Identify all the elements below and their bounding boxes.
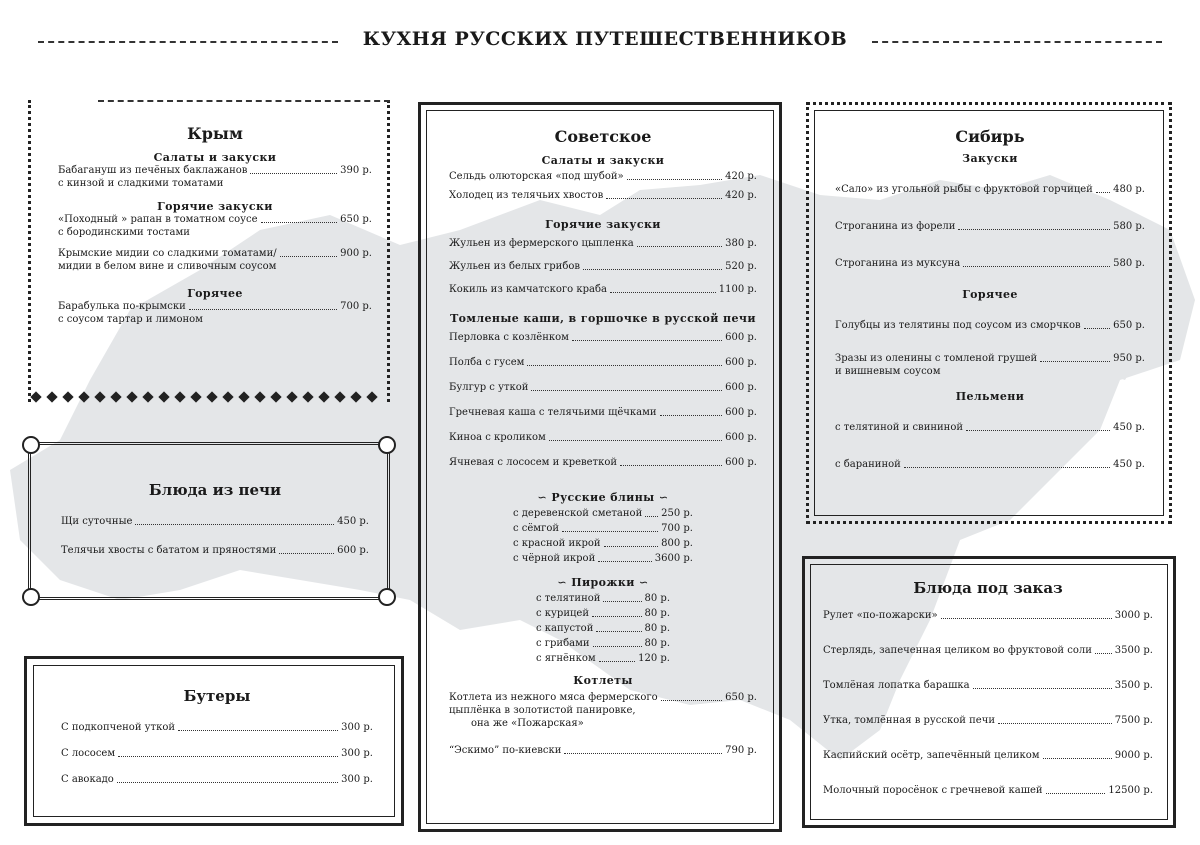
menu-item: Бабагануш из печёных баклажанов 390 р.: [58, 165, 372, 176]
menu-item: Стерлядь, запеченная целиком во фруктовой соли 3500 р.: [823, 645, 1153, 656]
menu-item: Холодец из телячьих хвостов 420 р.: [449, 190, 757, 201]
menu-item: с телятиной и свининой 450 р.: [835, 422, 1145, 433]
soviet-porridge-heading: Томленые каши, в горшочке в русской печи: [450, 312, 756, 325]
dashed-border-top: [98, 100, 390, 102]
frame-corner-ornament: [378, 588, 396, 606]
menu-item: Каспийский осётр, запечённый целиком 9000 р.: [823, 750, 1153, 761]
diamond-border-bottom: [28, 386, 390, 394]
menu-item: Строганина из муксуна 580 р.: [835, 258, 1145, 269]
siberia-snacks-heading: Закуски: [962, 152, 1018, 165]
menu-item: Строганина из форели 580 р.: [835, 221, 1145, 232]
crimea-salads-heading: Салаты и закуски: [153, 151, 277, 164]
frame-corner-ornament: [22, 588, 40, 606]
menu-item: Голубцы из телятины под соусом из сморчков 650 р.: [835, 320, 1145, 331]
ornament-icon: ∽: [639, 576, 649, 589]
siberia-section: [806, 102, 1172, 524]
menu-item: Молочный поросёнок с гречневой кашей 12500 р.: [823, 785, 1153, 796]
menu-item: С подкопченой уткой 300 р.: [61, 722, 373, 733]
menu-item: с бараниной 450 р.: [835, 459, 1145, 470]
menu-item: Щи суточные 450 р.: [61, 516, 369, 527]
dotted-border-left: [28, 100, 37, 402]
ornament-icon: ∽: [557, 576, 567, 589]
menu-item: с телятиной 80 р.: [536, 593, 670, 604]
soviet-hot-snacks-heading: Горячие закуски: [545, 218, 661, 231]
menu-item: с сёмгой 700 р.: [513, 523, 693, 534]
menu-item-note: она же «Пожарская»: [471, 718, 584, 729]
siberia-hot-heading: Горячее: [962, 288, 1018, 301]
crimea-hot-snacks-heading: Горячие закуски: [157, 200, 273, 213]
menu-item: Томлёная лопатка барашка 3500 р.: [823, 680, 1153, 691]
menu-item: Котлета из нежного мяса фермерского 650 р.: [449, 692, 757, 703]
menu-item: Сельдь олюторская «под шубой» 420 р.: [449, 171, 757, 182]
header-rule-left: [38, 41, 338, 43]
menu-item: Киноа с кроликом 600 р.: [449, 432, 757, 443]
menu-item: Барабулька по-крымски 700 р.: [58, 301, 372, 312]
menu-item: Ячневая с лососем и креветкой 600 р.: [449, 457, 757, 468]
crimea-title: Крым: [187, 124, 243, 143]
menu-item: С авокадо 300 р.: [61, 774, 373, 785]
soviet-cutlets-heading: Котлеты: [573, 674, 633, 687]
oven-title: Блюда из печи: [148, 481, 282, 499]
menu-item-note: с кинзой и сладкими томатами: [58, 178, 224, 189]
menu-item: Гречневая каша с телячьими щёчками 600 р.: [449, 407, 757, 418]
menu-item: Жульен из фермерского цыпленка 380 р.: [449, 238, 757, 249]
buters-section: [24, 656, 404, 826]
menu-item: Телячьи хвосты с бататом и пряностями 600 р.: [61, 545, 369, 556]
menu-item: Утка, томлённая в русской печи 7500 р.: [823, 715, 1153, 726]
menu-item: с грибами 80 р.: [536, 638, 670, 649]
oven-dishes-section: [28, 442, 390, 600]
menu-item-note: мидии в белом вине и сливочным соусом: [58, 261, 277, 272]
siberia-pelmeni-heading: Пельмени: [955, 390, 1025, 403]
menu-item: Рулет «по-пожарски» 3000 р.: [823, 610, 1153, 621]
buters-title: Бутеры: [183, 687, 251, 705]
menu-item: «Сало» из угольной рыбы с фруктовой горчицей 480 р.: [835, 184, 1145, 195]
soviet-blini-heading: ∽ Русские блины ∽: [537, 491, 669, 504]
crimea-section: [28, 100, 390, 402]
menu-item: Полба с гусем 600 р.: [449, 357, 757, 368]
menu-item: Кокиль из камчатского краба 1100 р.: [449, 284, 757, 295]
soviet-section: [418, 102, 782, 832]
menu-item: с ягнёнком 120 р.: [536, 653, 670, 664]
siberia-title: Сибирь: [955, 127, 1025, 146]
ornament-icon: ∽: [658, 491, 669, 504]
order-title: Блюда под заказ: [913, 579, 1063, 597]
menu-item: С лососем 300 р.: [61, 748, 373, 759]
menu-item: с деревенской сметаной 250 р.: [513, 508, 693, 519]
menu-item: “Эскимо” по-киевски 790 р.: [449, 745, 757, 756]
menu-item: Зразы из оленины с томленой грушей 950 р.: [835, 353, 1145, 364]
order-dishes-section: [802, 556, 1176, 828]
menu-item: Жульен из белых грибов 520 р.: [449, 261, 757, 272]
dotted-border-right: [381, 100, 390, 402]
soviet-pirozhki-heading: ∽ Пирожки ∽: [557, 576, 649, 589]
menu-item-note: с бородинскими тостами: [58, 227, 190, 238]
menu-item: с красной икрой 800 р.: [513, 538, 693, 549]
menu-item: Крымские мидии со сладкими томатами/ 900 р.: [58, 248, 372, 259]
page-header: [0, 22, 1200, 58]
menu-item: с чёрной икрой 3600 р.: [513, 553, 693, 564]
frame-corner-ornament: [378, 436, 396, 454]
soviet-title: Советское: [554, 127, 652, 146]
page-title: КУХНЯ РУССКИХ ПУТЕШЕСТВЕННИКОВ: [362, 28, 848, 50]
menu-item: с капустой 80 р.: [536, 623, 670, 634]
menu-item-note: и вишневым соусом: [835, 366, 941, 377]
soviet-salads-heading: Салаты и закуски: [541, 154, 665, 167]
menu-item: Булгур с уткой 600 р.: [449, 382, 757, 393]
menu-item: Перловка с козлёнком 600 р.: [449, 332, 757, 343]
menu-item: «Походный » рапан в томатном соусе 650 р.: [58, 214, 372, 225]
frame-corner-ornament: [22, 436, 40, 454]
menu-item-note: цыплёнка в золотистой панировке,: [449, 705, 636, 716]
header-rule-right: [872, 41, 1162, 43]
menu-item: с курицей 80 р.: [536, 608, 670, 619]
crimea-hot-heading: Горячее: [187, 287, 243, 300]
ornament-icon: ∽: [537, 491, 548, 504]
menu-item-note: с соусом тартар и лимоном: [58, 314, 203, 325]
